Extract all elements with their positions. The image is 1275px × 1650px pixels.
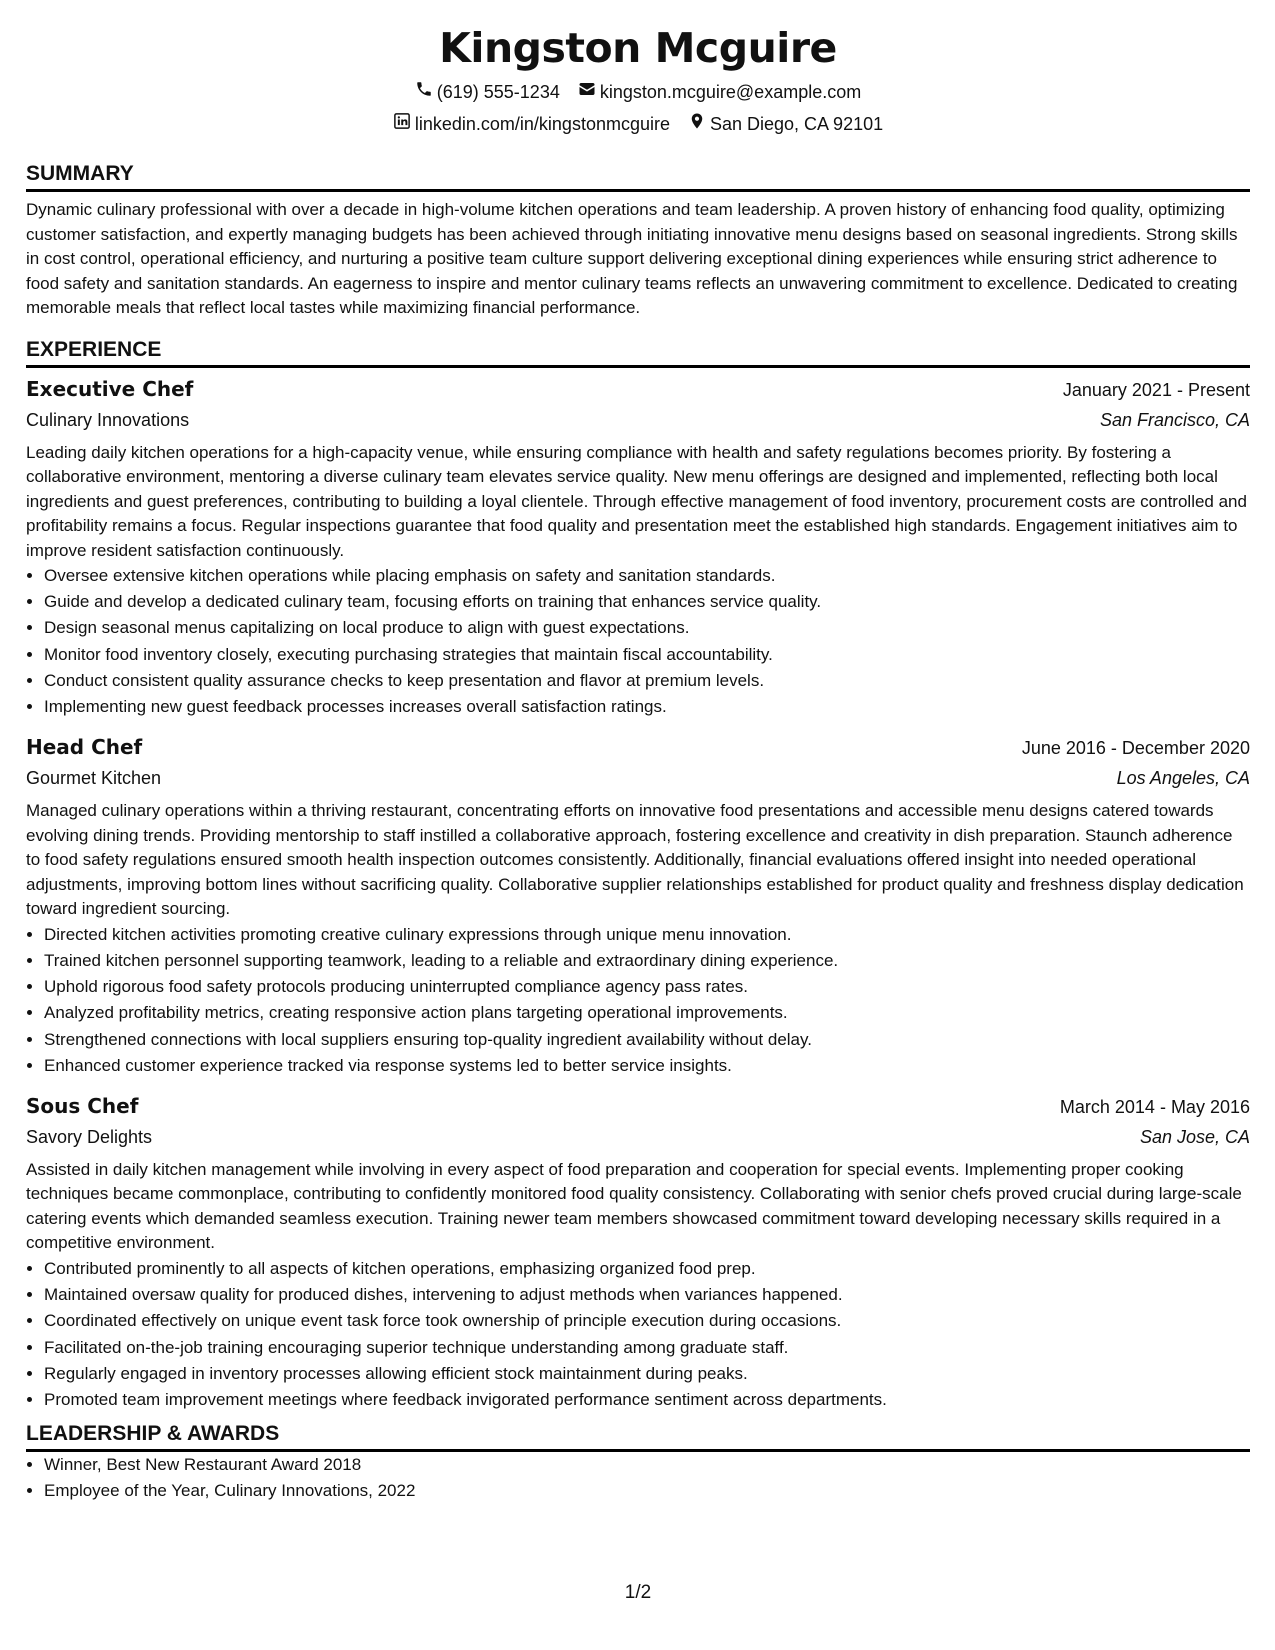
linkedin-text: linkedin.com/in/kingstonmcguire — [414, 113, 670, 134]
summary-heading: SUMMARY — [26, 161, 1250, 192]
job-description: Leading daily kitchen operations for a high-capacity venue, while ensuring compliance with health and safety regulations becomes priority. By fostering a collaborative environment, mentoring a diverse culinary team elevates service quality. New menu offerings are designed and implemented, reflecting both local ingredients and guest preferences, contributing to building a loyal clientele. Through effective management of food inventory, procurement costs are controlled and profitability remains a focus. Regular inspections guarantee that food quality and presentation meet the established high standards. Engagement initiatives aim to improve resident satisfaction continuously. — [26, 442, 1247, 560]
job-bullet: • Coordinated effectively on unique event task force took ownership of principle execution during occasions. — [44, 1308, 1250, 1334]
job-bullet: • Implementing new guest feedback processes increases overall satisfaction ratings. — [44, 694, 1250, 720]
contact-location — [688, 112, 883, 135]
job-dates: June 2016 - December 2020 — [1021, 738, 1250, 759]
job-bullet: • Directed kitchen activities promoting creative culinary expressions through unique menu innovation. — [44, 922, 1250, 948]
leadership-heading: LEADERSHIP & AWARDS — [26, 1421, 1250, 1452]
job-bullet: • Conduct consistent quality assurance checks to keep presentation and flavor at premium levels. — [44, 668, 1250, 694]
job-location: Los Angeles, CA — [1116, 768, 1250, 789]
job-location: San Francisco, CA — [1099, 409, 1250, 430]
job-title: Head Chef — [26, 735, 143, 760]
job-bullet: • Guide and develop a dedicated culinary team, focusing efforts on training that enhances service quality. — [44, 589, 1250, 615]
summary-text: Dynamic culinary professional with over a decade in high-volume kitchen operations and team leadership. A proven history of enhancing food quality, optimizing customer satisfaction, and expertly managing budgets has been achieved through initiating innovative menu designs based on seasonal ingredients. Strong skills in cost control, operational efficiency, and nurturing a positive team culture support delivering exceptional dining experiences while ensuring strict adherence to food safety and sanitation standards. An eagerness to inspire and mentor culinary teams reflects an unwavering commitment to excellence. Dedicated to creating memorable meals that reflect local tastes while maximizing financial performance. — [26, 200, 1238, 317]
job-bullet: • Monitor food inventory closely, executing purchasing strategies that maintain fiscal accountability. — [44, 642, 1250, 668]
job-bullet: • Regularly engaged in inventory processes allowing efficient stock maintainment during peaks. — [44, 1361, 1250, 1387]
job-dates: March 2014 - May 2016 — [1059, 1096, 1250, 1117]
location-text: San Diego, CA 92101 — [709, 113, 884, 134]
job-entry — [26, 374, 1250, 721]
job-bullet: • Promoted team improvement meetings where feedback invigorated performance sentiment across departments. — [44, 1387, 1250, 1413]
job-location: San Jose, CA — [1139, 1126, 1250, 1147]
email-text: kingston.mcguire@example.com — [599, 81, 862, 102]
page-number: 1/2 — [624, 1582, 652, 1603]
job-entry — [26, 732, 1250, 1079]
job-bullet: • Oversee extensive kitchen operations while placing emphasis on safety and sanitation standards. — [44, 563, 1250, 589]
contact-line-secondary — [26, 112, 1250, 135]
job-bullet: • Trained kitchen personnel supporting teamwork, leading to a reliable and extraordinary dining experience. — [44, 948, 1250, 974]
job-bullet: • Contributed prominently to all aspects of kitchen operations, emphasizing organized food prep. — [44, 1256, 1250, 1282]
job-bullets — [26, 1256, 1250, 1413]
job-bullet: • Analyzed profitability metrics, creating responsive action plans targeting operational improvements. — [44, 1000, 1250, 1026]
job-title: Sous Chef — [26, 1093, 139, 1118]
job-bullets — [26, 563, 1250, 720]
linkedin-icon — [393, 112, 411, 135]
candidate-name: Kingston Mcguire — [439, 24, 837, 72]
experience-heading: EXPERIENCE — [26, 337, 1250, 368]
job-bullet: • Strengthened connections with local suppliers ensuring top-quality ingredient availability without delay. — [44, 1027, 1250, 1053]
contact-linkedin[interactable] — [393, 112, 670, 135]
job-entry — [26, 1091, 1250, 1413]
award-item: • Winner, Best New Restaurant Award 2018 — [44, 1452, 1250, 1478]
job-bullet: • Enhanced customer experience tracked via response systems led to better service insights. — [44, 1053, 1250, 1079]
job-bullet: • Maintained oversaw quality for produced dishes, intervening to adjust methods when variances happened. — [44, 1282, 1250, 1308]
job-bullet: • Facilitated on-the-job training encouraging superior technique understanding among graduate staff. — [44, 1335, 1250, 1361]
job-bullet: • Design seasonal menus capitalizing on local produce to align with guest expectations. — [44, 615, 1250, 641]
contact-line-primary — [26, 80, 1250, 103]
phone-icon — [415, 80, 433, 103]
job-description: Assisted in daily kitchen management while involving in every aspect of food preparation and cooperation for special events. Implementing proper cooking techniques became commonplace, contributing to confidently monitored food quality consistency. Collaborating with senior chefs proved crucial during large-scale catering events which demanded seamless execution. Training newer team members showcased commitment toward developing necessary skills required in a competitive environment. — [26, 1159, 1242, 1253]
job-company: Savory Delights — [26, 1126, 153, 1147]
job-bullet: • Uphold rigorous food safety protocols producing uninterrupted compliance agency pass rates. — [44, 974, 1250, 1000]
job-title: Executive Chef — [26, 376, 194, 401]
job-company: Gourmet Kitchen — [26, 768, 162, 789]
map-pin-icon — [688, 112, 706, 135]
phone-text: (619) 555-1234 — [436, 81, 560, 102]
resume-page — [26, 0, 1250, 1603]
contact-email[interactable] — [578, 80, 861, 103]
contact-phone — [415, 80, 560, 103]
envelope-icon — [578, 80, 596, 103]
job-description: Managed culinary operations within a thriving restaurant, concentrating efforts on innovative food presentations and accessible menu designs catered towards evolving dining trends. Providing mentorship to staff instilled a collaborative approach, fostering excellence and creativity in dish preparation. Staunch adherence to food safety regulations ensured smooth health inspection outcomes consistently. Additionally, financial evaluations offered insight into needed operational adjustments, improving bottom lines without sacrificing quality. Collaborative supplier relationships established for product quality and freshness display dedication toward ingredient sourcing. — [26, 801, 1244, 919]
job-bullets — [26, 922, 1250, 1079]
leadership-list — [26, 1452, 1250, 1504]
job-company: Culinary Innovations — [26, 409, 190, 430]
job-dates: January 2021 - Present — [1062, 379, 1250, 400]
award-item: • Employee of the Year, Culinary Innovations, 2022 — [44, 1478, 1250, 1504]
